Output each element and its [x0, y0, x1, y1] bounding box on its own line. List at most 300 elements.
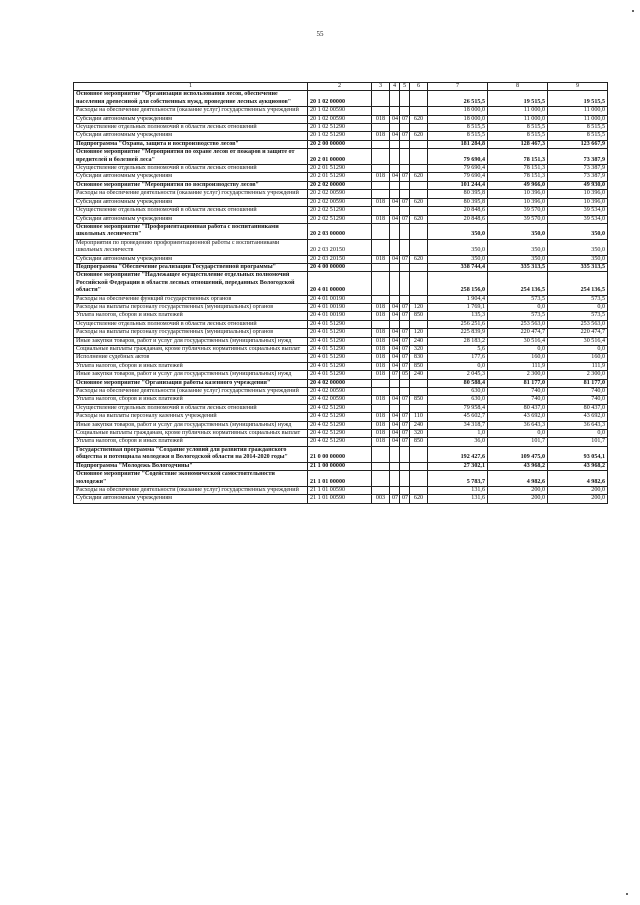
subsection-cell: 07: [400, 173, 410, 181]
amount-cell: 350,0: [548, 223, 608, 239]
amount-cell: 111,9: [548, 362, 608, 370]
row-name-cell: Социальные выплаты гражданам, кроме публичных нормативных социальных выплат: [74, 430, 308, 438]
amount-cell: 79 690,4: [428, 173, 488, 181]
target-code-cell: 20 2 02 51290: [308, 215, 372, 223]
table-row: [74, 255, 608, 263]
amount-cell: 128 467,3: [488, 140, 548, 148]
column-header: 2: [308, 83, 372, 91]
amount-cell: 73 387,9: [548, 149, 608, 165]
target-code-cell: 20 4 01 51290: [308, 362, 372, 370]
ministry-code-cell: [372, 379, 390, 387]
section-cell: [390, 124, 400, 132]
amount-cell: 11 000,0: [548, 107, 608, 115]
table-row: [74, 198, 608, 206]
amount-cell: 8 515,5: [428, 124, 488, 132]
section-cell: [390, 181, 400, 189]
target-code-cell: 20 4 01 51290: [308, 346, 372, 354]
target-code-cell: 20 4 02 51290: [308, 430, 372, 438]
target-code-cell: 20 2 01 51290: [308, 165, 372, 173]
ministry-code-cell: [372, 295, 390, 303]
target-code-cell: 20 2 03 20150: [308, 239, 372, 255]
row-name-cell: Основное мероприятие "Организация использования лесов, обеспечение населения древесиной для собственных нужд, проведение лесных аукционов": [74, 91, 308, 107]
amount-cell: 43 692,0: [548, 413, 608, 421]
row-name-cell: Субсидии автономным учреждениям: [74, 495, 308, 503]
target-code-cell: 21 0 00 00000: [308, 446, 372, 462]
amount-cell: 80 588,4: [428, 379, 488, 387]
ministry-code-cell: [372, 181, 390, 189]
section-cell: 04: [390, 362, 400, 370]
amount-cell: 740,0: [548, 396, 608, 404]
subsection-cell: 07: [400, 362, 410, 370]
amount-cell: 101,7: [548, 438, 608, 446]
row-name-cell: Иные закупки товаров, работ и услуг для государственных (муниципальных) нужд: [74, 421, 308, 429]
ministry-code-cell: 018: [372, 337, 390, 345]
amount-cell: 28 183,2: [428, 337, 488, 345]
expense-type-cell: 850: [410, 396, 428, 404]
amount-cell: 10 396,0: [488, 190, 548, 198]
column-header: 7: [428, 83, 488, 91]
table-row: [74, 421, 608, 429]
row-name-cell: Расходы на обеспечение функций государственных органов: [74, 295, 308, 303]
expense-type-cell: 620: [410, 495, 428, 503]
amount-cell: 5 783,7: [428, 471, 488, 487]
section-cell: [390, 446, 400, 462]
row-name-cell: Социальные выплаты гражданам, кроме публичных нормативных социальных выплат: [74, 346, 308, 354]
table-row: [74, 413, 608, 421]
target-code-cell: 20 4 02 00590: [308, 396, 372, 404]
ministry-code-cell: [372, 190, 390, 198]
section-cell: [390, 91, 400, 107]
table-row: [74, 471, 608, 487]
ministry-code-cell: [372, 223, 390, 239]
row-name-cell: Основное мероприятие "Надлежащее осуществление отдельных полномочий Российской Федерации в области лесных отношений, переданных Вологодской области": [74, 272, 308, 295]
column-header: 3: [372, 83, 390, 91]
subsection-cell: 07: [400, 198, 410, 206]
section-cell: 07: [390, 371, 400, 379]
ministry-code-cell: 018: [372, 421, 390, 429]
section-cell: [390, 190, 400, 198]
amount-cell: 123 667,9: [548, 140, 608, 148]
table-row: [74, 354, 608, 362]
target-code-cell: 20 4 02 00000: [308, 379, 372, 387]
subsection-cell: [400, 181, 410, 189]
ministry-code-cell: [372, 207, 390, 215]
expense-type-cell: 120: [410, 329, 428, 337]
target-code-cell: 20 2 02 00000: [308, 181, 372, 189]
table-row: [74, 140, 608, 148]
target-code-cell: 21 1 01 00590: [308, 486, 372, 494]
section-cell: 04: [390, 198, 400, 206]
ministry-code-cell: [372, 263, 390, 271]
ministry-code-cell: 018: [372, 354, 390, 362]
target-code-cell: 20 4 01 00190: [308, 303, 372, 311]
section-cell: [390, 272, 400, 295]
amount-cell: 80 437,0: [548, 404, 608, 412]
amount-cell: 2 300,0: [488, 371, 548, 379]
ministry-code-cell: 018: [372, 215, 390, 223]
row-name-cell: Расходы на обеспечение деятельности (оказание услуг) государственных учреждений: [74, 388, 308, 396]
section-cell: [390, 379, 400, 387]
amount-cell: 225 839,9: [428, 329, 488, 337]
row-name-cell: Осуществление отдельных полномочий в области лесных отношений: [74, 124, 308, 132]
expense-type-cell: [410, 140, 428, 148]
table-row: [74, 320, 608, 328]
target-code-cell: 20 4 02 51290: [308, 421, 372, 429]
section-cell: [390, 388, 400, 396]
target-code-cell: 20 2 03 20150: [308, 255, 372, 263]
expense-type-cell: [410, 272, 428, 295]
section-cell: [390, 320, 400, 328]
subsection-cell: 07: [400, 255, 410, 263]
expense-type-cell: 620: [410, 198, 428, 206]
amount-cell: 0,0: [488, 346, 548, 354]
row-name-cell: Расходы на выплаты персоналу государственных (муниципальных) органов: [74, 303, 308, 311]
table-row: [74, 438, 608, 446]
ministry-code-cell: 018: [372, 173, 390, 181]
target-code-cell: 20 4 01 00000: [308, 272, 372, 295]
amount-cell: 573,5: [548, 312, 608, 320]
subsection-cell: 07: [400, 115, 410, 123]
amount-cell: 8 515,5: [488, 132, 548, 140]
ministry-code-cell: 018: [372, 430, 390, 438]
expense-type-cell: [410, 295, 428, 303]
section-cell: 04: [390, 438, 400, 446]
amount-cell: 101,7: [488, 438, 548, 446]
table-row: [74, 272, 608, 295]
row-name-cell: Государственная программа "Создание условий для развития гражданского общества и потенциала молодежи в Вологодской области на 2014-2020 годы": [74, 446, 308, 462]
ministry-code-cell: 018: [372, 312, 390, 320]
amount-cell: 19 515,5: [488, 91, 548, 107]
amount-cell: 630,0: [428, 388, 488, 396]
amount-cell: 39 570,0: [488, 215, 548, 223]
section-cell: [390, 486, 400, 494]
row-name-cell: Осуществление отдельных полномочий в области лесных отношений: [74, 207, 308, 215]
amount-cell: 256 251,6: [428, 320, 488, 328]
ministry-code-cell: [372, 446, 390, 462]
amount-cell: 160,0: [488, 354, 548, 362]
amount-cell: 10 396,0: [488, 198, 548, 206]
row-name-cell: Субсидии автономным учреждениям: [74, 173, 308, 181]
table-row: [74, 263, 608, 271]
section-cell: [390, 149, 400, 165]
section-cell: [390, 165, 400, 173]
expense-type-cell: [410, 107, 428, 115]
expense-type-cell: 240: [410, 337, 428, 345]
amount-cell: 78 151,3: [488, 173, 548, 181]
expense-type-cell: 240: [410, 371, 428, 379]
amount-cell: 43 968,2: [548, 462, 608, 470]
table-row: [74, 107, 608, 115]
table-row: [74, 329, 608, 337]
section-cell: 04: [390, 337, 400, 345]
amount-cell: 73 387,9: [548, 173, 608, 181]
amount-cell: 131,6: [428, 495, 488, 503]
row-name-cell: Подпрограмма "Обеспечение реализации Государственной программы": [74, 263, 308, 271]
subsection-cell: 07: [400, 421, 410, 429]
expense-type-cell: [410, 149, 428, 165]
expense-type-cell: [410, 404, 428, 412]
ministry-code-cell: 018: [372, 346, 390, 354]
subsection-cell: 07: [400, 312, 410, 320]
expense-type-cell: 120: [410, 303, 428, 311]
section-cell: 04: [390, 346, 400, 354]
subsection-cell: 07: [400, 438, 410, 446]
amount-cell: 19 515,5: [548, 91, 608, 107]
amount-cell: 0,0: [548, 303, 608, 311]
amount-cell: 80 437,0: [488, 404, 548, 412]
amount-cell: 39 570,0: [488, 207, 548, 215]
target-code-cell: 20 4 01 51290: [308, 320, 372, 328]
target-code-cell: 20 2 02 51290: [308, 207, 372, 215]
row-name-cell: Расходы на выплаты персоналу казенных учреждений: [74, 413, 308, 421]
amount-cell: 43 692,0: [488, 413, 548, 421]
section-cell: 04: [390, 132, 400, 140]
target-code-cell: 20 1 02 51290: [308, 124, 372, 132]
amount-cell: 350,0: [428, 239, 488, 255]
section-cell: [390, 263, 400, 271]
ministry-code-cell: 018: [372, 132, 390, 140]
amount-cell: 350,0: [548, 239, 608, 255]
target-code-cell: 21 1 01 00000: [308, 471, 372, 487]
section-cell: [390, 223, 400, 239]
subsection-cell: [400, 149, 410, 165]
row-name-cell: Субсидии автономным учреждениям: [74, 132, 308, 140]
section-cell: 04: [390, 173, 400, 181]
table-row: [74, 165, 608, 173]
table-row: [74, 337, 608, 345]
row-name-cell: Подпрограмма "Молодежь Вологодчины": [74, 462, 308, 470]
section-cell: [390, 295, 400, 303]
target-code-cell: 20 4 02 00590: [308, 388, 372, 396]
ministry-code-cell: 018: [372, 438, 390, 446]
amount-cell: 93 054,1: [548, 446, 608, 462]
table-row: [74, 91, 608, 107]
section-cell: 04: [390, 255, 400, 263]
subsection-cell: [400, 320, 410, 328]
target-code-cell: 20 4 02 51290: [308, 438, 372, 446]
section-cell: 04: [390, 413, 400, 421]
amount-cell: 253 563,0: [488, 320, 548, 328]
row-name-cell: Уплата налогов, сборов и иных платежей: [74, 396, 308, 404]
ministry-code-cell: 018: [372, 396, 390, 404]
amount-cell: 200,0: [548, 486, 608, 494]
expense-type-cell: [410, 446, 428, 462]
amount-cell: 8 515,5: [488, 124, 548, 132]
ministry-code-cell: 018: [372, 303, 390, 311]
amount-cell: 111,9: [488, 362, 548, 370]
amount-cell: 8 515,5: [548, 124, 608, 132]
amount-cell: 18 000,0: [428, 115, 488, 123]
table-row: [74, 303, 608, 311]
target-code-cell: 20 4 02 51290: [308, 404, 372, 412]
ministry-code-cell: 018: [372, 198, 390, 206]
row-name-cell: Осуществление отдельных полномочий в области лесных отношений: [74, 165, 308, 173]
amount-cell: 81 177,0: [488, 379, 548, 387]
amount-cell: 1 769,1: [428, 303, 488, 311]
expense-type-cell: 620: [410, 255, 428, 263]
amount-cell: 79 690,4: [428, 165, 488, 173]
row-name-cell: Субсидии автономным учреждениям: [74, 255, 308, 263]
table-row: [74, 388, 608, 396]
amount-cell: 0,0: [488, 303, 548, 311]
table-row: [74, 149, 608, 165]
target-code-cell: 20 4 01 51290: [308, 337, 372, 345]
target-code-cell: 20 1 02 00590: [308, 107, 372, 115]
target-code-cell: 20 4 01 00190: [308, 295, 372, 303]
ministry-code-cell: [372, 149, 390, 165]
section-cell: 07: [390, 495, 400, 503]
amount-cell: 350,0: [488, 239, 548, 255]
amount-cell: 5,6: [428, 346, 488, 354]
expense-type-cell: [410, 165, 428, 173]
subsection-cell: [400, 190, 410, 198]
row-name-cell: Основное мероприятие "Содействие экономической самостоятельности молодежи": [74, 471, 308, 487]
expense-type-cell: 620: [410, 132, 428, 140]
amount-cell: 254 136,5: [548, 272, 608, 295]
subsection-cell: 07: [400, 303, 410, 311]
target-code-cell: 20 2 02 00590: [308, 198, 372, 206]
ministry-code-cell: 018: [372, 413, 390, 421]
section-cell: [390, 471, 400, 487]
amount-cell: 20 848,6: [428, 215, 488, 223]
ministry-code-cell: [372, 140, 390, 148]
ministry-code-cell: [372, 404, 390, 412]
amount-cell: 8 515,5: [428, 132, 488, 140]
amount-cell: 101 244,4: [428, 181, 488, 189]
amount-cell: 254 136,5: [488, 272, 548, 295]
amount-cell: 350,0: [428, 255, 488, 263]
ministry-code-cell: [372, 124, 390, 132]
subsection-cell: [400, 404, 410, 412]
table-row: [74, 495, 608, 503]
row-name-cell: Субсидии автономным учреждениям: [74, 198, 308, 206]
expense-type-cell: [410, 190, 428, 198]
table-row: [74, 295, 608, 303]
section-cell: 04: [390, 312, 400, 320]
ministry-code-cell: [372, 320, 390, 328]
amount-cell: 573,5: [548, 295, 608, 303]
scan-mark: [632, 10, 634, 12]
section-cell: [390, 140, 400, 148]
table-row: [74, 404, 608, 412]
amount-cell: 740,0: [548, 388, 608, 396]
row-name-cell: Расходы на обеспечение деятельности (оказание услуг) государственных учреждений: [74, 190, 308, 198]
amount-cell: 350,0: [488, 223, 548, 239]
amount-cell: 109 475,0: [488, 446, 548, 462]
section-cell: 04: [390, 396, 400, 404]
row-name-cell: Иные закупки товаров, работ и услуг для государственных (муниципальных) нужд: [74, 337, 308, 345]
expense-type-cell: [410, 379, 428, 387]
target-code-cell: 20 2 01 00000: [308, 149, 372, 165]
amount-cell: 11 000,0: [488, 107, 548, 115]
amount-cell: 39 534,0: [548, 215, 608, 223]
ministry-code-cell: [372, 272, 390, 295]
table-row: [74, 207, 608, 215]
ministry-code-cell: 018: [372, 255, 390, 263]
amount-cell: 73 387,9: [548, 165, 608, 173]
table-row: [74, 371, 608, 379]
table-row: [74, 124, 608, 132]
amount-cell: 10 396,0: [548, 198, 608, 206]
expense-type-cell: [410, 239, 428, 255]
subsection-cell: 07: [400, 430, 410, 438]
row-name-cell: Основное мероприятие "Мероприятия по охране лесов от пожаров и защите от вредителей и болезней леса": [74, 149, 308, 165]
amount-cell: 258 156,0: [428, 272, 488, 295]
target-code-cell: 20 2 03 00000: [308, 223, 372, 239]
target-code-cell: 20 4 00 00000: [308, 263, 372, 271]
amount-cell: 181 284,8: [428, 140, 488, 148]
amount-cell: 78 151,3: [488, 165, 548, 173]
table-row: [74, 173, 608, 181]
amount-cell: 81 177,0: [548, 379, 608, 387]
table-row: [74, 486, 608, 494]
expense-type-cell: 240: [410, 421, 428, 429]
amount-cell: 350,0: [428, 223, 488, 239]
section-cell: 04: [390, 215, 400, 223]
expense-type-cell: 620: [410, 115, 428, 123]
table-row: [74, 223, 608, 239]
ministry-code-cell: [372, 107, 390, 115]
expense-type-cell: [410, 388, 428, 396]
row-name-cell: Расходы на обеспечение деятельности (оказание услуг) государственных учреждений: [74, 107, 308, 115]
column-header: 9: [548, 83, 608, 91]
amount-cell: 80 395,8: [428, 198, 488, 206]
subsection-cell: [400, 207, 410, 215]
amount-cell: 573,5: [488, 312, 548, 320]
table-row: [74, 181, 608, 189]
ministry-code-cell: 003: [372, 495, 390, 503]
table-header-row: [74, 83, 608, 91]
amount-cell: 11 000,0: [548, 115, 608, 123]
row-name-cell: Основное мероприятие "Мероприятия по воспроизводству лесов": [74, 181, 308, 189]
expense-type-cell: 110: [410, 413, 428, 421]
subsection-cell: [400, 165, 410, 173]
amount-cell: 45 602,7: [428, 413, 488, 421]
subsection-cell: [400, 140, 410, 148]
section-cell: 04: [390, 115, 400, 123]
subsection-cell: [400, 91, 410, 107]
amount-cell: 2 045,3: [428, 371, 488, 379]
amount-cell: 49 930,0: [548, 181, 608, 189]
subsection-cell: [400, 295, 410, 303]
expense-type-cell: [410, 181, 428, 189]
ministry-code-cell: [372, 462, 390, 470]
subsection-cell: 07: [400, 495, 410, 503]
expense-type-cell: 320: [410, 430, 428, 438]
subsection-cell: 07: [400, 329, 410, 337]
scan-mark: [626, 893, 628, 895]
amount-cell: 2 300,0: [548, 371, 608, 379]
table-row: [74, 379, 608, 387]
section-cell: [390, 107, 400, 115]
amount-cell: 36 643,3: [488, 421, 548, 429]
section-cell: [390, 462, 400, 470]
section-cell: [390, 207, 400, 215]
target-code-cell: 20 4 01 51290: [308, 354, 372, 362]
ministry-code-cell: 018: [372, 371, 390, 379]
section-cell: 04: [390, 354, 400, 362]
subsection-cell: 07: [400, 396, 410, 404]
amount-cell: 30 516,4: [548, 337, 608, 345]
subsection-cell: [400, 379, 410, 387]
amount-cell: 0,0: [548, 430, 608, 438]
amount-cell: 18 000,0: [428, 107, 488, 115]
subsection-cell: [400, 124, 410, 132]
amount-cell: 36 643,3: [548, 421, 608, 429]
target-code-cell: 21 1 00 00000: [308, 462, 372, 470]
target-code-cell: 20 2 02 00590: [308, 190, 372, 198]
amount-cell: 79 690,4: [428, 149, 488, 165]
